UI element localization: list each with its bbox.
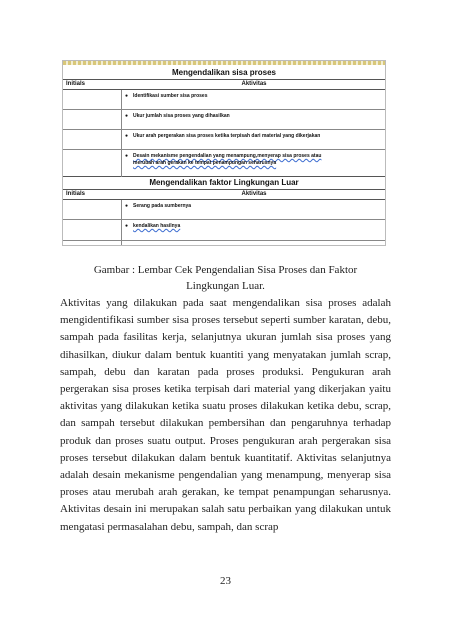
column-divider xyxy=(121,90,122,177)
figure-caption xyxy=(60,262,391,294)
checklist-item-line: ● Desain mekanisme pengendalian yang menampung,menyerap sisa proses atau xyxy=(133,153,322,159)
checklist-item: ● Identifikasi sumber sisa proses xyxy=(133,93,379,100)
section1-row xyxy=(63,150,385,177)
section1-header xyxy=(63,80,385,90)
section2-row xyxy=(63,220,385,241)
section2-title: Mengendalikan faktor Lingkungan Luar xyxy=(63,177,385,190)
section1-title: Mengendalikan sisa proses xyxy=(63,67,385,80)
section1-row xyxy=(63,130,385,150)
page-number: 23 xyxy=(220,575,231,587)
checklist-item: ● Serang pada sumbernya xyxy=(133,203,379,210)
section1-col-activities: Aktivitas xyxy=(241,81,267,87)
section1-col-initials: Initials xyxy=(66,81,86,87)
checklist-item: ● kendalikan hasilnya xyxy=(133,223,379,230)
checklist-item xyxy=(133,153,379,167)
caption-line: Lingkungan Luar. xyxy=(186,280,265,292)
column-divider xyxy=(121,200,122,245)
section2-col-activities: Aktivitas xyxy=(241,191,267,197)
checklist-figure xyxy=(62,60,386,246)
body-paragraph: Aktivitas yang dilakukan pada saat mengendalikan sisa proses adalah mengidentifikasi sumber sisa proses tersebut seperti sumber karatan, debu, sampah pada fasilitas kerja, selanjutnya ukuran jumlah sisa proses yang dihasilkan, diukur dalam bentuk kuantiti yang menyatakan jumlah scrap, sampah, debu dan karatan pada proses produksi. Pengukuran arah pergerakan sisa proses ketika terpisah dari material yang dikerjakan yaitu aktivitas yang dilakukan ketika suatu proses dilakukan ketika debu, scrap, dan sampah tersebut dilakukan pembersihan dan pengaruhnya terhadap produk dan proses suatu output. Proses pengukuran arah pergerakan sisa proses tersebut dilakukan dalam bentuk kuantitatif. Aktivitas selanjutnya adalah desain mekanisme pengendalian yang menampung, menyerap sisa proses atau merubah arah gerakan, ke tempat penampungan seharusnya. Aktivitas desain ini merupakan salah satu perbaikan yang dilakukan untuk mengatasi permasalahan debu, sampah, dan scrap xyxy=(60,297,391,533)
caption-line: Gambar : Lembar Cek Pengendalian Sisa Proses dan Faktor xyxy=(93,264,358,276)
section2-header xyxy=(63,190,385,200)
checklist-item-line: merubah arah gerakan ke tempat penampungan seharusnya xyxy=(133,160,277,166)
checklist-item: ● Ukur arah pergerakan sisa proses ketika terpisah dari material yang dikerjakan xyxy=(133,133,379,140)
section2-row xyxy=(63,200,385,220)
section1-row xyxy=(63,90,385,110)
checklist-item: ● Ukur jumlah sisa proses yang dihasilkan xyxy=(133,113,379,120)
section1-row xyxy=(63,110,385,130)
section2-col-initials: Initials xyxy=(66,191,86,197)
